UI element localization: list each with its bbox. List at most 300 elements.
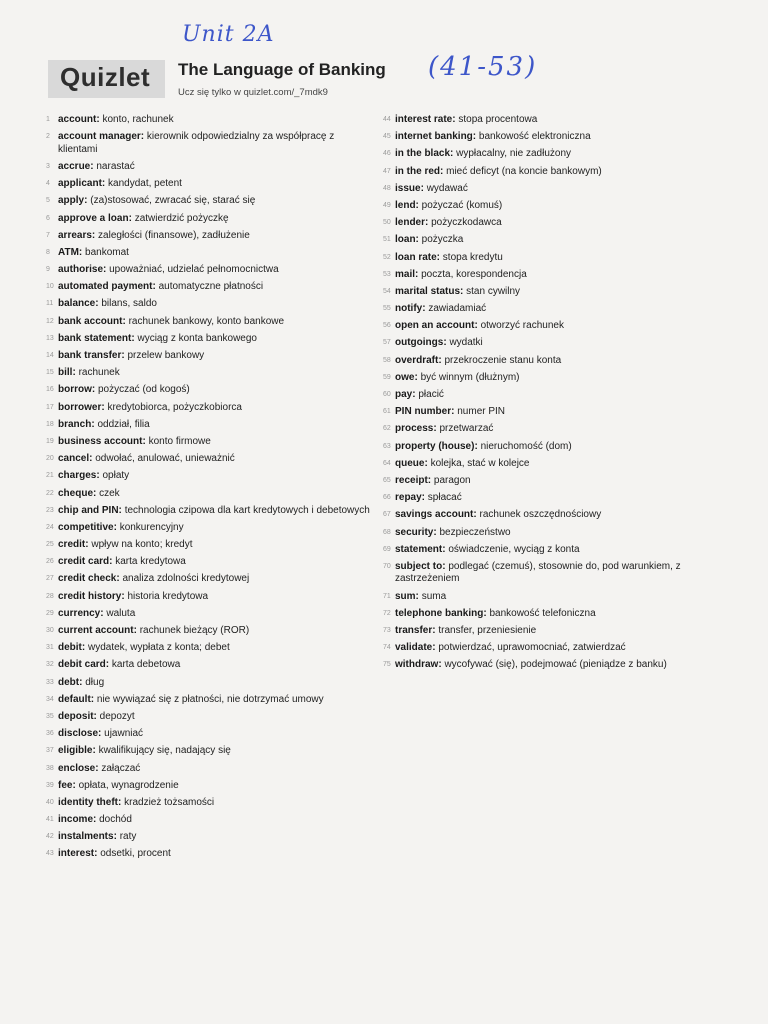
- vocab-entry: [46, 694, 376, 707]
- entry-number: 63: [383, 442, 391, 450]
- vocab-entry: [46, 745, 376, 758]
- entry-number: 68: [383, 528, 391, 536]
- entry-term: borrow:: [58, 384, 96, 396]
- entry-term: lend:: [395, 199, 419, 211]
- entry-definition: opłaty: [102, 470, 130, 482]
- entry-number: 65: [383, 476, 391, 484]
- entry-term: in the black:: [395, 148, 454, 160]
- entry-term: default:: [58, 693, 95, 705]
- entry-term: bank transfer:: [58, 350, 125, 362]
- entry-number: 60: [383, 391, 391, 398]
- entry-definition: poczta, korespondencja: [421, 268, 527, 280]
- entry-term: loan:: [395, 234, 419, 246]
- handwritten-range-note: (41-53): [428, 52, 538, 82]
- entry-number: 18: [46, 420, 54, 428]
- entry-number: 16: [46, 386, 54, 394]
- entry-definition: rachunek bieżący (ROR): [139, 625, 250, 637]
- entry-number: 28: [46, 592, 54, 600]
- entry-definition: czek: [99, 487, 120, 499]
- vocab-entry: [46, 608, 376, 621]
- entry-term: competitive:: [58, 521, 117, 533]
- entry-number: 25: [46, 541, 54, 549]
- entry-number: 48: [383, 184, 391, 192]
- entry-term: property (house):: [395, 440, 478, 452]
- entry-definition: otworzyć rachunek: [480, 320, 564, 332]
- entry-definition: bankowość telefoniczna: [489, 607, 596, 619]
- entry-term: deposit:: [58, 710, 97, 722]
- vocab-entry: [46, 333, 376, 346]
- entry-number: 61: [383, 408, 391, 416]
- entry-number: 23: [46, 506, 54, 514]
- entry-definition: wydawać: [426, 182, 468, 194]
- entry-definition: historia kredytowa: [127, 590, 209, 602]
- entry-definition: rachunek bankowy, konto bankowe: [128, 315, 285, 327]
- entry-number: 6: [46, 214, 50, 222]
- vocab-entry: [383, 441, 728, 454]
- vocab-entry: [383, 320, 728, 333]
- entry-number: 2: [46, 133, 50, 141]
- entry-number: 45: [383, 133, 391, 141]
- entry-term: subject to:: [395, 560, 446, 572]
- entry-term: charges:: [58, 470, 100, 482]
- entry-definition: karta kredytowa: [115, 556, 186, 568]
- entry-number: 74: [383, 644, 391, 652]
- vocab-entry: [46, 659, 376, 672]
- entry-term: current account:: [58, 625, 137, 637]
- entry-definition: kredytobiorca, pożyczkobiorca: [107, 401, 242, 413]
- entry-definition: konkurencyjny: [119, 521, 184, 533]
- entry-term: currency:: [58, 607, 104, 619]
- vocab-entry: [383, 608, 728, 621]
- entry-definition: kierownik odpowiedzialny za współpracę z klientami: [58, 131, 335, 155]
- entry-term: loan rate:: [395, 251, 441, 263]
- vocab-entry: [46, 763, 376, 776]
- entry-term: statement:: [395, 543, 446, 555]
- vocab-entry: [383, 591, 728, 604]
- vocab-entry: [46, 419, 376, 432]
- vocab-entry: [383, 337, 728, 350]
- entry-term: credit:: [58, 539, 89, 551]
- entry-definition: mieć deficyt (na koncie bankowym): [446, 165, 602, 177]
- vocab-entry: [46, 625, 376, 638]
- entry-term: approve a loan:: [58, 212, 132, 224]
- entry-definition: suma: [421, 590, 447, 602]
- vocab-entry: [46, 780, 376, 793]
- vocab-entry: [46, 131, 376, 156]
- vocab-entry: [383, 114, 728, 127]
- entry-definition: pożyczkodawca: [431, 217, 502, 229]
- entry-definition: rachunek oszczędnościowy: [479, 509, 602, 521]
- entry-term: queue:: [395, 457, 428, 469]
- vocab-entry: [383, 389, 728, 402]
- entry-number: 32: [46, 661, 54, 669]
- entry-number: 53: [383, 270, 391, 278]
- vocab-entry: [46, 213, 376, 226]
- vocab-entry: [46, 384, 376, 397]
- vocab-entry: [46, 591, 376, 604]
- entry-number: 43: [46, 850, 54, 858]
- entry-definition: podlegać (czemuś), stosownie do, pod warunkiem, z zastrzeżeniem: [395, 560, 681, 585]
- entry-number: 56: [383, 322, 391, 330]
- entry-number: 59: [383, 373, 391, 381]
- entry-definition: wydatki: [449, 337, 483, 349]
- entry-number: 62: [383, 425, 391, 433]
- entry-number: 21: [46, 472, 54, 480]
- vocab-entry: [46, 281, 376, 294]
- entry-definition: paragon: [433, 474, 471, 486]
- entry-definition: (za)stosować, zwracać się, starać się: [90, 195, 256, 207]
- vocab-entry: [46, 642, 376, 655]
- entry-number: 24: [46, 523, 54, 531]
- entry-definition: raty: [119, 831, 137, 843]
- entry-definition: konto firmowe: [148, 435, 211, 447]
- entry-number: 44: [383, 116, 391, 123]
- entry-term: ATM:: [58, 246, 83, 258]
- entry-definition: stan cywilny: [466, 285, 521, 297]
- entry-number: 1: [46, 116, 50, 123]
- entry-number: 9: [46, 266, 50, 274]
- entry-definition: numer PIN: [457, 406, 506, 418]
- vocab-entry: [383, 527, 728, 540]
- vocab-entry: [46, 114, 376, 127]
- entry-number: 67: [383, 511, 391, 519]
- entry-number: 64: [383, 459, 391, 467]
- entry-term: cancel:: [58, 453, 93, 465]
- entry-definition: potwierdzać, uprawomocniać, zatwierdzać: [438, 642, 626, 654]
- entry-definition: dochód: [99, 814, 132, 826]
- entry-number: 71: [383, 592, 391, 600]
- entry-definition: kwalifikujący się, nadający się: [98, 745, 231, 757]
- entry-definition: bilans, saldo: [101, 298, 157, 310]
- entry-term: in the red:: [395, 165, 444, 177]
- entry-definition: wypłacalny, nie zadłużony: [456, 148, 572, 160]
- vocab-entry: [383, 625, 728, 638]
- entry-number: 37: [46, 747, 54, 755]
- entry-definition: automatyczne płatności: [158, 281, 264, 293]
- entry-number: 49: [383, 201, 391, 209]
- entry-term: interest:: [58, 848, 98, 860]
- entry-definition: wpływ na konto; kredyt: [91, 539, 193, 551]
- entry-definition: stopa kredytu: [442, 251, 503, 263]
- entry-definition: załączać: [101, 762, 141, 774]
- vocab-entry: [383, 355, 728, 368]
- vocab-entry: [46, 436, 376, 449]
- vocab-entry: [383, 406, 728, 419]
- entry-number: 10: [46, 283, 54, 291]
- entry-number: 50: [383, 219, 391, 227]
- entry-definition: nieruchomość (dom): [480, 440, 572, 452]
- entry-definition: przetwarzać: [439, 423, 494, 435]
- entry-term: instalments:: [58, 831, 117, 843]
- entry-number: 19: [46, 437, 54, 445]
- entry-number: 42: [46, 833, 54, 841]
- vocab-entry: [383, 492, 728, 505]
- vocab-entry: [46, 488, 376, 501]
- entry-definition: analiza zdolności kredytowej: [122, 573, 250, 585]
- entry-definition: depozyt: [99, 710, 135, 722]
- entry-definition: pożyczka: [421, 234, 464, 246]
- entry-number: 57: [383, 339, 391, 347]
- entry-number: 55: [383, 305, 391, 313]
- entry-definition: kolejka, stać w kolejce: [430, 457, 530, 469]
- entry-number: 41: [46, 816, 54, 824]
- entry-definition: spłacać: [427, 492, 462, 504]
- entry-term: apply:: [58, 195, 88, 207]
- entry-term: interest rate:: [395, 114, 456, 125]
- entry-number: 38: [46, 764, 54, 772]
- entry-definition: odwołać, anulować, unieważnić: [95, 453, 235, 465]
- vocab-entry: [46, 814, 376, 827]
- entry-number: 22: [46, 489, 54, 497]
- entry-term: accrue:: [58, 160, 94, 172]
- vocab-entry: [46, 453, 376, 466]
- entry-number: 30: [46, 627, 54, 635]
- entry-number: 27: [46, 575, 54, 583]
- entry-definition: nie wywiązać się z płatności, nie dotrzymać umowy: [96, 693, 324, 705]
- entry-definition: konto, rachunek: [102, 114, 174, 125]
- entry-term: telephone banking:: [395, 607, 487, 619]
- entry-number: 15: [46, 369, 54, 377]
- vocab-entry: [46, 573, 376, 586]
- entry-number: 47: [383, 167, 391, 175]
- page-title: The Language of Banking: [178, 60, 386, 79]
- entry-number: 52: [383, 253, 391, 261]
- entry-number: 3: [46, 162, 50, 170]
- entry-definition: płacić: [418, 389, 444, 400]
- entry-definition: waluta: [106, 607, 136, 619]
- entry-term: credit card:: [58, 556, 113, 568]
- entry-definition: pożyczać (od kogoś): [98, 384, 190, 396]
- vocab-entry: [383, 642, 728, 655]
- entry-term: validate:: [395, 642, 436, 654]
- vocab-entry: [46, 298, 376, 311]
- entry-term: owe:: [395, 371, 418, 383]
- entry-definition: opłata, wynagrodzenie: [78, 779, 179, 791]
- entry-term: automated payment:: [58, 281, 156, 293]
- entry-definition: wycofywać (się), podejmować (pieniądze z banku): [444, 659, 667, 671]
- entry-term: debit card:: [58, 659, 110, 671]
- vocab-entry: [46, 402, 376, 415]
- entry-term: identity theft:: [58, 796, 122, 808]
- entry-term: process:: [395, 423, 437, 435]
- entry-term: receipt:: [395, 474, 432, 486]
- vocab-entry: [383, 509, 728, 522]
- entry-definition: być winnym (dłużnym): [420, 371, 520, 383]
- entry-term: transfer:: [395, 625, 436, 637]
- entry-term: account:: [58, 114, 100, 125]
- vocab-entry: [46, 470, 376, 483]
- entry-number: 34: [46, 695, 54, 703]
- vocabulary-column-right: [383, 114, 728, 677]
- vocab-entry: [383, 148, 728, 161]
- entry-number: 75: [383, 661, 391, 669]
- entry-definition: zawiadamiać: [428, 303, 487, 315]
- vocab-entry: [383, 183, 728, 196]
- entry-definition: kandydat, petent: [108, 178, 182, 190]
- vocabulary-column-left: [46, 114, 376, 866]
- vocab-entry: [383, 458, 728, 471]
- entry-number: 70: [383, 562, 391, 570]
- vocab-entry: [383, 200, 728, 213]
- vocab-entry: [383, 286, 728, 299]
- entry-term: cheque:: [58, 487, 97, 499]
- vocab-entry: [46, 728, 376, 741]
- entry-number: 33: [46, 678, 54, 686]
- vocab-entry: [383, 252, 728, 265]
- entry-number: 12: [46, 317, 54, 325]
- vocab-entry: [46, 195, 376, 208]
- entry-definition: bezpieczeństwo: [439, 526, 511, 538]
- entry-term: overdraft:: [395, 354, 442, 366]
- entry-number: 26: [46, 558, 54, 566]
- entry-definition: przekroczenie stanu konta: [444, 354, 562, 366]
- vocab-entry: [46, 350, 376, 363]
- entry-term: branch:: [58, 418, 95, 430]
- entry-term: income:: [58, 814, 97, 826]
- entry-number: 7: [46, 231, 50, 239]
- entry-term: lender:: [395, 217, 429, 229]
- entry-definition: kradzież tożsamości: [124, 796, 215, 808]
- quizlet-logo: Quizlet: [60, 62, 151, 92]
- entry-number: 36: [46, 730, 54, 738]
- entry-number: 11: [46, 300, 54, 308]
- vocab-entry: [46, 797, 376, 810]
- entry-term: sum:: [395, 590, 419, 602]
- page-subtitle: Ucz się tylko w quizlet.com/_7mdk9: [178, 87, 328, 98]
- vocab-entry: [46, 556, 376, 569]
- vocab-entry: [383, 234, 728, 247]
- entry-number: 54: [383, 287, 391, 295]
- vocab-entry: [383, 561, 728, 586]
- entry-definition: stopa procentowa: [458, 114, 538, 125]
- entry-definition: bankomat: [85, 246, 129, 258]
- entry-definition: odsetki, procent: [100, 848, 171, 860]
- entry-number: 31: [46, 644, 54, 652]
- entry-definition: dług: [85, 676, 105, 688]
- entry-term: account manager:: [58, 131, 145, 143]
- vocab-entry: [46, 677, 376, 690]
- vocab-entry: [46, 848, 376, 861]
- vocab-entry: [46, 367, 376, 380]
- entry-definition: technologia czipowa dla kart kredytowych i debetowych: [124, 504, 370, 516]
- entry-definition: narastać: [96, 160, 135, 172]
- entry-term: applicant:: [58, 178, 106, 190]
- entry-term: credit history:: [58, 590, 125, 602]
- entry-term: bank account:: [58, 315, 126, 327]
- vocab-entry: [46, 230, 376, 243]
- entry-definition: ujawniać: [104, 728, 144, 740]
- vocab-entry: [383, 475, 728, 488]
- vocab-entry: [383, 659, 728, 672]
- entry-term: withdraw:: [395, 659, 442, 671]
- vocab-entry: [46, 264, 376, 277]
- entry-term: PIN number:: [395, 406, 455, 418]
- vocab-entry: [383, 131, 728, 144]
- vocab-entry: [46, 316, 376, 329]
- entry-term: savings account:: [395, 509, 477, 521]
- entry-number: 40: [46, 798, 54, 806]
- vocab-entry: [383, 423, 728, 436]
- entry-number: 66: [383, 494, 391, 502]
- vocab-entry: [46, 247, 376, 260]
- vocab-entry: [383, 269, 728, 282]
- entry-term: notify:: [395, 303, 426, 315]
- handwritten-unit-note: Unit 2A: [182, 22, 275, 47]
- vocab-entry: [46, 178, 376, 191]
- entry-definition: zaległości (finansowe), zadłużenie: [98, 229, 250, 241]
- entry-definition: zatwierdzić pożyczkę: [134, 212, 229, 224]
- entry-term: credit check:: [58, 573, 120, 585]
- entry-definition: transfer, przeniesienie: [438, 625, 537, 637]
- entry-term: business account:: [58, 435, 146, 447]
- entry-term: open an account:: [395, 320, 478, 332]
- entry-term: disclose:: [58, 728, 102, 740]
- entry-definition: oddział, filia: [97, 418, 150, 430]
- entry-term: borrower:: [58, 401, 105, 413]
- vocab-entry: [383, 217, 728, 230]
- entry-number: 35: [46, 712, 54, 720]
- vocab-entry: [383, 372, 728, 385]
- entry-number: 58: [383, 356, 391, 364]
- entry-term: bill:: [58, 367, 76, 379]
- entry-term: security:: [395, 526, 437, 538]
- entry-term: internet banking:: [395, 131, 477, 143]
- entry-number: 29: [46, 609, 54, 617]
- entry-definition: oświadczenie, wyciąg z konta: [448, 543, 580, 555]
- entry-term: arrears:: [58, 229, 96, 241]
- vocab-entry: [46, 831, 376, 844]
- vocab-entry: [46, 539, 376, 552]
- entry-definition: wydatek, wypłata z konta; debet: [88, 642, 230, 654]
- entry-number: 46: [383, 150, 391, 158]
- entry-number: 73: [383, 627, 391, 635]
- entry-term: marital status:: [395, 285, 464, 297]
- entry-term: fee:: [58, 779, 76, 791]
- vocab-entry: [383, 166, 728, 179]
- vocab-entry: [46, 522, 376, 535]
- vocab-entry: [46, 161, 376, 174]
- entry-number: 4: [46, 180, 50, 188]
- entry-number: 39: [46, 781, 54, 789]
- entry-definition: wyciąg z konta bankowego: [137, 332, 257, 344]
- entry-term: chip and PIN:: [58, 504, 122, 516]
- entry-number: 72: [383, 609, 391, 617]
- entry-term: debt:: [58, 676, 83, 688]
- entry-number: 51: [383, 236, 391, 244]
- entry-term: eligible:: [58, 745, 96, 757]
- vocab-entry: [46, 711, 376, 724]
- entry-definition: rachunek: [78, 367, 120, 379]
- entry-term: balance:: [58, 298, 99, 310]
- entry-term: issue:: [395, 182, 424, 194]
- entry-term: bank statement:: [58, 332, 135, 344]
- entry-definition: pożyczać (komuś): [421, 199, 503, 211]
- entry-term: repay:: [395, 492, 426, 504]
- entry-number: 13: [46, 334, 54, 342]
- entry-number: 5: [46, 197, 50, 205]
- entry-definition: bankowość elektroniczna: [478, 131, 591, 143]
- entry-number: 17: [46, 403, 54, 411]
- entry-definition: karta debetowa: [111, 659, 181, 671]
- entry-term: debit:: [58, 642, 86, 654]
- entry-term: enclose:: [58, 762, 99, 774]
- entry-term: authorise:: [58, 264, 107, 276]
- entry-definition: przelew bankowy: [127, 350, 205, 362]
- vocab-entry: [383, 303, 728, 316]
- entry-number: 20: [46, 455, 54, 463]
- entry-number: 14: [46, 352, 54, 360]
- entry-definition: upoważniać, udzielać pełnomocnictwa: [109, 264, 279, 276]
